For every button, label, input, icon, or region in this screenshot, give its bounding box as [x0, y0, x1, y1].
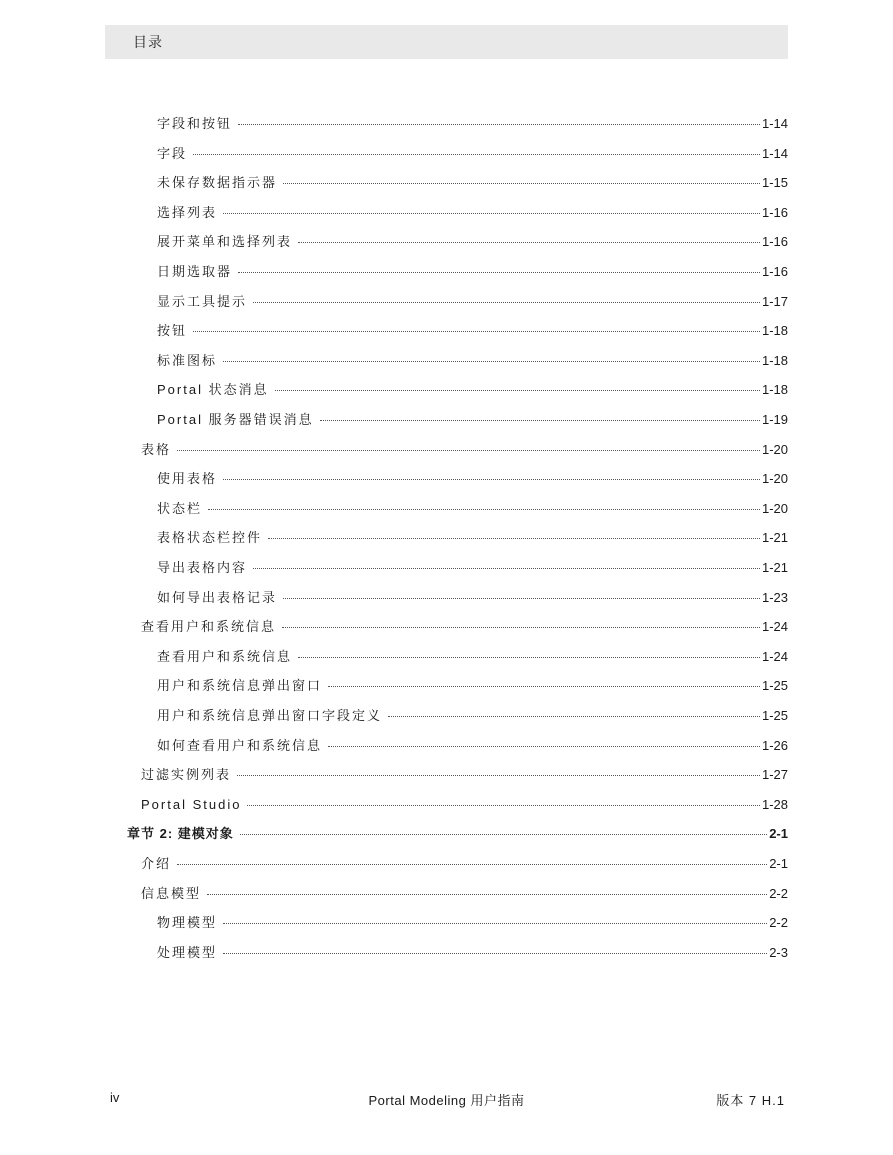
toc-entry-page: 1-14 — [761, 145, 788, 161]
toc-entry[interactable] — [157, 588, 788, 608]
toc-entry[interactable] — [157, 736, 788, 756]
toc-dot-leader — [253, 568, 760, 569]
toc-entry[interactable] — [157, 558, 788, 578]
toc-dot-leader — [238, 272, 760, 273]
toc-dot-leader — [253, 302, 760, 303]
toc-entry-page: 1-14 — [761, 116, 788, 131]
toc-entry-label: 字段 — [157, 145, 188, 161]
header-title: 目录 — [133, 34, 163, 50]
toc-entry[interactable] — [157, 292, 788, 312]
toc-entry-label: 未保存数据指示器 — [157, 175, 278, 191]
toc-entry-label: 如何导出表格记录 — [157, 589, 278, 605]
toc-dot-leader — [328, 686, 760, 687]
toc-dot-leader — [223, 479, 760, 480]
toc-entry[interactable] — [141, 795, 788, 815]
toc-entry-label: 用户和系统信息弹出窗口字段定义 — [157, 708, 383, 723]
toc-entry[interactable] — [157, 469, 788, 489]
toc-entry-page: 1-26 — [761, 737, 788, 753]
toc-entry-label: Portal Studio — [141, 796, 242, 812]
toc-entry-page: 1-28 — [761, 796, 788, 812]
toc-entry-label: 用户和系统信息弹出窗口 — [157, 678, 323, 694]
toc-entry[interactable] — [157, 913, 788, 933]
toc-entry-page: 1-20 — [761, 500, 788, 516]
footer-page-number: iv — [110, 1090, 120, 1105]
toc-entry-page: 2-3 — [769, 944, 788, 960]
toc-entry[interactable] — [157, 410, 788, 430]
toc-dot-leader — [223, 361, 760, 362]
toc-dot-leader — [320, 420, 760, 421]
toc-entry-page: 1-15 — [761, 175, 788, 191]
toc-entry-label: 显示工具提示 — [157, 293, 248, 309]
toc-entry-label: 字段和按钮 — [157, 116, 233, 131]
toc-entry-label: 标准图标 — [157, 352, 218, 368]
toc-dot-leader — [223, 953, 767, 954]
toc-entry-page: 1-19 — [761, 412, 788, 427]
toc-entry-label: 按钮 — [157, 323, 188, 339]
toc-entry[interactable] — [157, 144, 788, 164]
toc-dot-leader — [247, 805, 760, 806]
toc-entry[interactable] — [127, 824, 788, 844]
toc-entry-page: 2-2 — [769, 915, 788, 931]
toc-dot-leader — [298, 657, 760, 658]
toc-entry-label: 导出表格内容 — [157, 560, 248, 575]
toc-entry[interactable] — [141, 440, 788, 460]
toc-entry-label: Portal 状态消息 — [157, 382, 269, 398]
toc-entry[interactable] — [141, 617, 788, 637]
toc-entry[interactable] — [157, 528, 788, 548]
toc-entry[interactable] — [157, 706, 788, 726]
toc-entry[interactable] — [157, 943, 788, 963]
toc-entry-label: 展开菜单和选择列表 — [157, 234, 293, 250]
toc-entry-label: Portal 服务器错误消息 — [157, 412, 314, 427]
footer-doc-title: Portal Modeling 用户指南 — [368, 1093, 525, 1108]
toc-entry[interactable] — [157, 499, 788, 519]
toc-entry-page: 1-16 — [761, 264, 788, 279]
toc-entry[interactable] — [157, 676, 788, 696]
toc-entry[interactable] — [157, 114, 788, 134]
page-footer — [0, 1090, 893, 1110]
toc-entry-page: 1-20 — [761, 471, 788, 487]
toc-entry-label: 处理模型 — [157, 944, 218, 960]
toc-dot-leader — [240, 834, 767, 835]
toc-dot-leader — [283, 598, 760, 599]
toc-entry[interactable] — [157, 351, 788, 371]
toc-entry-page: 1-16 — [761, 234, 788, 250]
toc-dot-leader — [223, 923, 767, 924]
toc-entry-page: 2-1 — [769, 856, 788, 871]
toc-dot-leader — [177, 450, 760, 451]
toc-entry-label: 过滤实例列表 — [141, 767, 232, 783]
toc-dot-leader — [237, 775, 760, 776]
footer-version: 版本 7 H.1 — [716, 1093, 785, 1108]
toc-entry-page: 1-17 — [761, 293, 788, 309]
toc-entry-label: 介绍 — [141, 856, 172, 871]
toc-dot-leader — [268, 538, 760, 539]
toc-entry[interactable] — [157, 203, 788, 223]
toc-entry-label: 选择列表 — [157, 204, 218, 220]
toc-entry[interactable] — [141, 854, 788, 874]
toc-dot-leader — [207, 894, 767, 895]
toc-entry-page: 1-18 — [761, 323, 788, 339]
toc-dot-leader — [193, 154, 760, 155]
toc-dot-leader — [193, 331, 760, 332]
toc-entry[interactable] — [157, 232, 788, 252]
toc-dot-leader — [283, 183, 760, 184]
toc-entry-label: 章节 2: 建模对象 — [127, 826, 234, 842]
toc-entry-page: 2-2 — [769, 885, 788, 901]
toc-entry-page: 1-25 — [761, 678, 788, 694]
toc-entry-label: 物理模型 — [157, 915, 218, 931]
toc-dot-leader — [388, 716, 760, 717]
toc-entry-page: 1-24 — [761, 619, 788, 635]
page-header — [105, 25, 788, 59]
toc-entry-page: 2-1 — [769, 826, 788, 842]
toc-entry[interactable] — [141, 765, 788, 785]
toc-dot-leader — [238, 124, 760, 125]
toc-entry-page: 1-25 — [761, 708, 788, 723]
toc-dot-leader — [177, 864, 767, 865]
toc-dot-leader — [275, 390, 760, 391]
toc-entry-page: 1-21 — [761, 530, 788, 546]
toc-entry-page: 1-18 — [761, 352, 788, 368]
toc-entry-page: 1-24 — [761, 648, 788, 664]
toc-entry-label: 使用表格 — [157, 471, 218, 487]
toc-dot-leader — [328, 746, 760, 747]
toc-entry[interactable] — [157, 262, 788, 282]
toc-entry-page: 1-20 — [761, 441, 788, 457]
toc-dot-leader — [208, 509, 760, 510]
toc-entry-label: 如何查看用户和系统信息 — [157, 737, 323, 753]
toc-entry-label: 日期选取器 — [157, 264, 233, 279]
toc-entry[interactable] — [157, 380, 788, 400]
toc-entry-label: 表格 — [141, 441, 172, 457]
toc-entry-page: 1-23 — [761, 589, 788, 605]
toc-entry-page: 1-21 — [761, 560, 788, 575]
toc-dot-leader — [298, 242, 760, 243]
toc-entry-label: 状态栏 — [157, 500, 203, 516]
toc-entry-page: 1-16 — [761, 204, 788, 220]
toc-entry-label: 信息模型 — [141, 885, 202, 901]
toc-entry[interactable] — [157, 647, 788, 667]
toc-entry[interactable] — [141, 884, 788, 904]
toc-entry-label: 查看用户和系统信息 — [141, 619, 277, 635]
toc-entry-label: 表格状态栏控件 — [157, 530, 263, 546]
toc-entry-page: 1-27 — [761, 767, 788, 783]
toc-entry[interactable] — [157, 321, 788, 341]
toc-entry[interactable] — [157, 173, 788, 193]
toc-entry-page: 1-18 — [761, 382, 788, 398]
toc-dot-leader — [223, 213, 760, 214]
toc-dot-leader — [282, 627, 760, 628]
toc-entry-label: 查看用户和系统信息 — [157, 648, 293, 664]
